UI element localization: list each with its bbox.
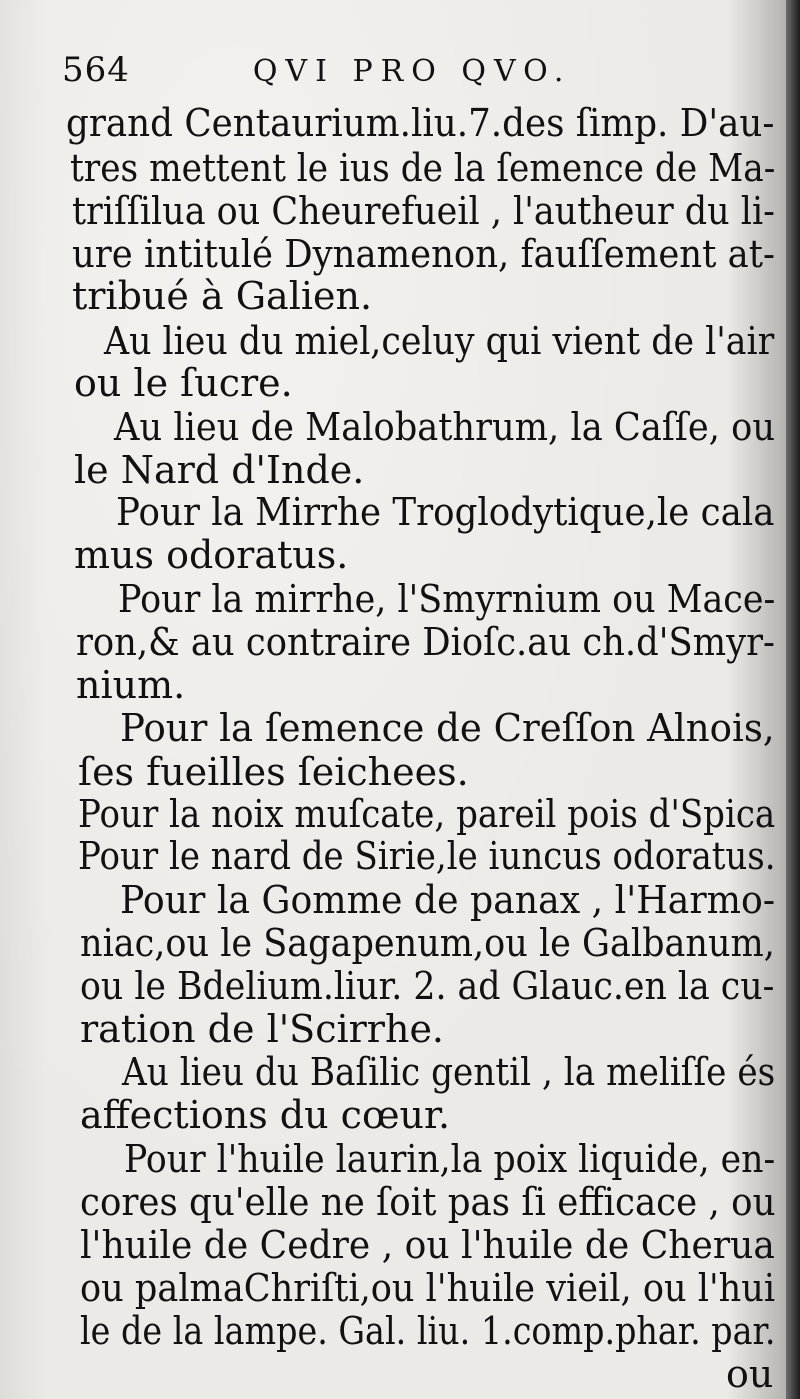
text-line: le de la lampe. Gal. liu. 1.comp.phar. par. bbox=[80, 1309, 776, 1353]
page-gutter-shadow bbox=[786, 0, 800, 1399]
text-line: ou palmaChriſti,ou l'huile vieil, ou l'hui bbox=[80, 1266, 776, 1310]
text-line: Pour la Gomme de panax , l'Harmo- bbox=[120, 878, 776, 922]
running-head bbox=[62, 50, 571, 90]
text-line: ou le Bdelium.liur. 2. ad Glauc.en la cu- bbox=[80, 964, 775, 1008]
text-line: Pour l'huile laurin,la poix liquide, en- bbox=[124, 1137, 776, 1181]
page-number: 564 bbox=[62, 50, 130, 90]
text-line: Au lieu du miel,celuy qui vient de l'air bbox=[104, 319, 775, 363]
text-line: ou le ſucre. bbox=[74, 361, 293, 405]
text-line: tres mettent le ius de la ſemence de Ma- bbox=[70, 146, 776, 190]
text-line: niac,ou le Sagapenum,ou le Galbanum, bbox=[80, 921, 775, 965]
text-line: cores qu'elle ne ſoit pas ſi efficace , ou bbox=[80, 1180, 776, 1224]
text-line: mus odoratus. bbox=[74, 533, 349, 577]
text-line: ſes fueilles ſeichees. bbox=[78, 750, 469, 794]
text-line: ration de l'Scirrhe. bbox=[80, 1007, 445, 1051]
text-line: Au lieu de Malobathrum, la Caſſe, ou bbox=[114, 405, 776, 449]
catchword: ou bbox=[726, 1352, 774, 1396]
text-line: Pour le nard de Sirie,le iuncus odoratus. bbox=[78, 834, 776, 878]
text-line: Pour la Mirrhe Troglodytique,le cala bbox=[116, 490, 775, 534]
text-line: affections du cœur. bbox=[80, 1093, 451, 1137]
text-line: tribué à Galien. bbox=[72, 274, 373, 318]
text-line: ure intitulé Dynamenon, fauſſement at- bbox=[72, 232, 775, 276]
text-line: l'huile de Cedre , ou l'huile de Cherua bbox=[80, 1223, 775, 1267]
text-line: Pour la noix muſcate, pareil pois d'Spica bbox=[78, 792, 776, 836]
text-line: le Nard d'Inde. bbox=[74, 448, 365, 492]
text-line: Au lieu du Baſilic gentil , la meliſſe és bbox=[122, 1050, 776, 1094]
text-line: Pour la mirrhe, l'Smyrnium ou Mace- bbox=[118, 577, 776, 621]
text-line: nium. bbox=[76, 663, 186, 707]
text-line: grand Centaurium.liu.7.des ſimp. D'au- bbox=[66, 101, 775, 145]
text-line: ron,& au contraire Dioſc.au ch.d'Smyr- bbox=[76, 620, 775, 664]
running-title: QVI PRO QVO. bbox=[252, 54, 572, 89]
text-line: triſſilua ou Cheurefueil , l'autheur du li- bbox=[72, 189, 775, 233]
text-line: Pour la ſemence de Creſſon Alnois, bbox=[120, 706, 775, 750]
